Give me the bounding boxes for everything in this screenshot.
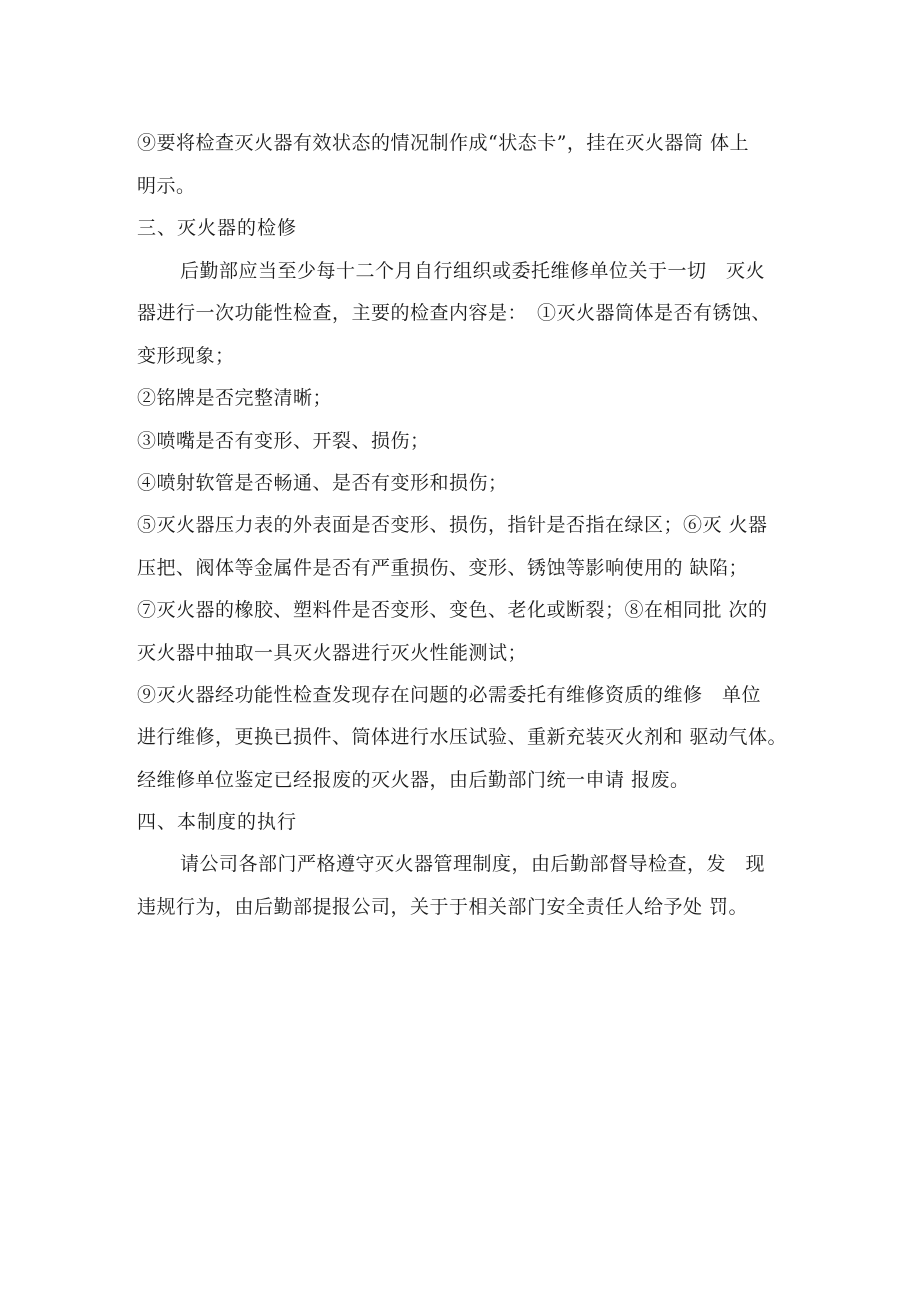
paragraph-line: ④喷射软管是否畅通、是否有变形和损伤；	[137, 472, 508, 494]
paragraph-line: 压把、阀体等金属件是否有严重损伤、变形、锈蚀等影响使用的 缺陷；	[137, 557, 749, 579]
paragraph-line: ⑨要将检查灭火器有效状态的情况制作成“状态卡”，挂在灭火器筒 体上	[137, 132, 749, 154]
paragraph-line: ⑨灭火器经功能性检查发现存在问题的必需委托有维修资质的维修 单位	[137, 684, 762, 706]
section-heading: 三、灭火器的检修	[137, 217, 298, 239]
section-heading: 四、本制度的执行	[137, 811, 298, 833]
paragraph-line: 灭火器中抽取一具灭火器进行灭火性能测试；	[137, 642, 528, 664]
paragraph-line: ⑦灭火器的橡胶、塑料件是否变形、变色、老化或断裂；⑧在相同批 次的	[137, 599, 768, 621]
paragraph-line: ⑤灭火器压力表的外表面是否变形、损伤，指针是否指在绿区；⑥灭 火器	[137, 514, 768, 536]
paragraph-line: 变形现象；	[137, 345, 235, 367]
paragraph-line: 器进行一次功能性检查，主要的检查内容是： ①灭火器筒体是否有锈蚀、	[137, 302, 772, 324]
paragraph-line: 后勤部应当至少每十二个月自行组织或委托维修单位关于一切 灭火	[180, 260, 766, 282]
paragraph-line: 请公司各部门严格遵守灭火器管理制度，由后勤部督导检查，发 现	[180, 853, 766, 875]
paragraph-line: 明示。	[137, 175, 196, 197]
paragraph-line: ②铭牌是否完整清晰；	[137, 387, 333, 409]
paragraph-line: ③喷嘴是否有变形、开裂、损伤；	[137, 430, 430, 452]
paragraph-line: 进行维修，更换已损件、筒体进行水压试验、重新充装灭火剂和 驱动气体。	[137, 726, 788, 748]
paragraph-line: 违规行为，由后勤部提报公司，关于于相关部门安全责任人给予处 罚。	[137, 896, 749, 918]
paragraph-line: 经维修单位鉴定已经报废的灭火器，由后勤部门统一申请 报废。	[137, 769, 690, 791]
